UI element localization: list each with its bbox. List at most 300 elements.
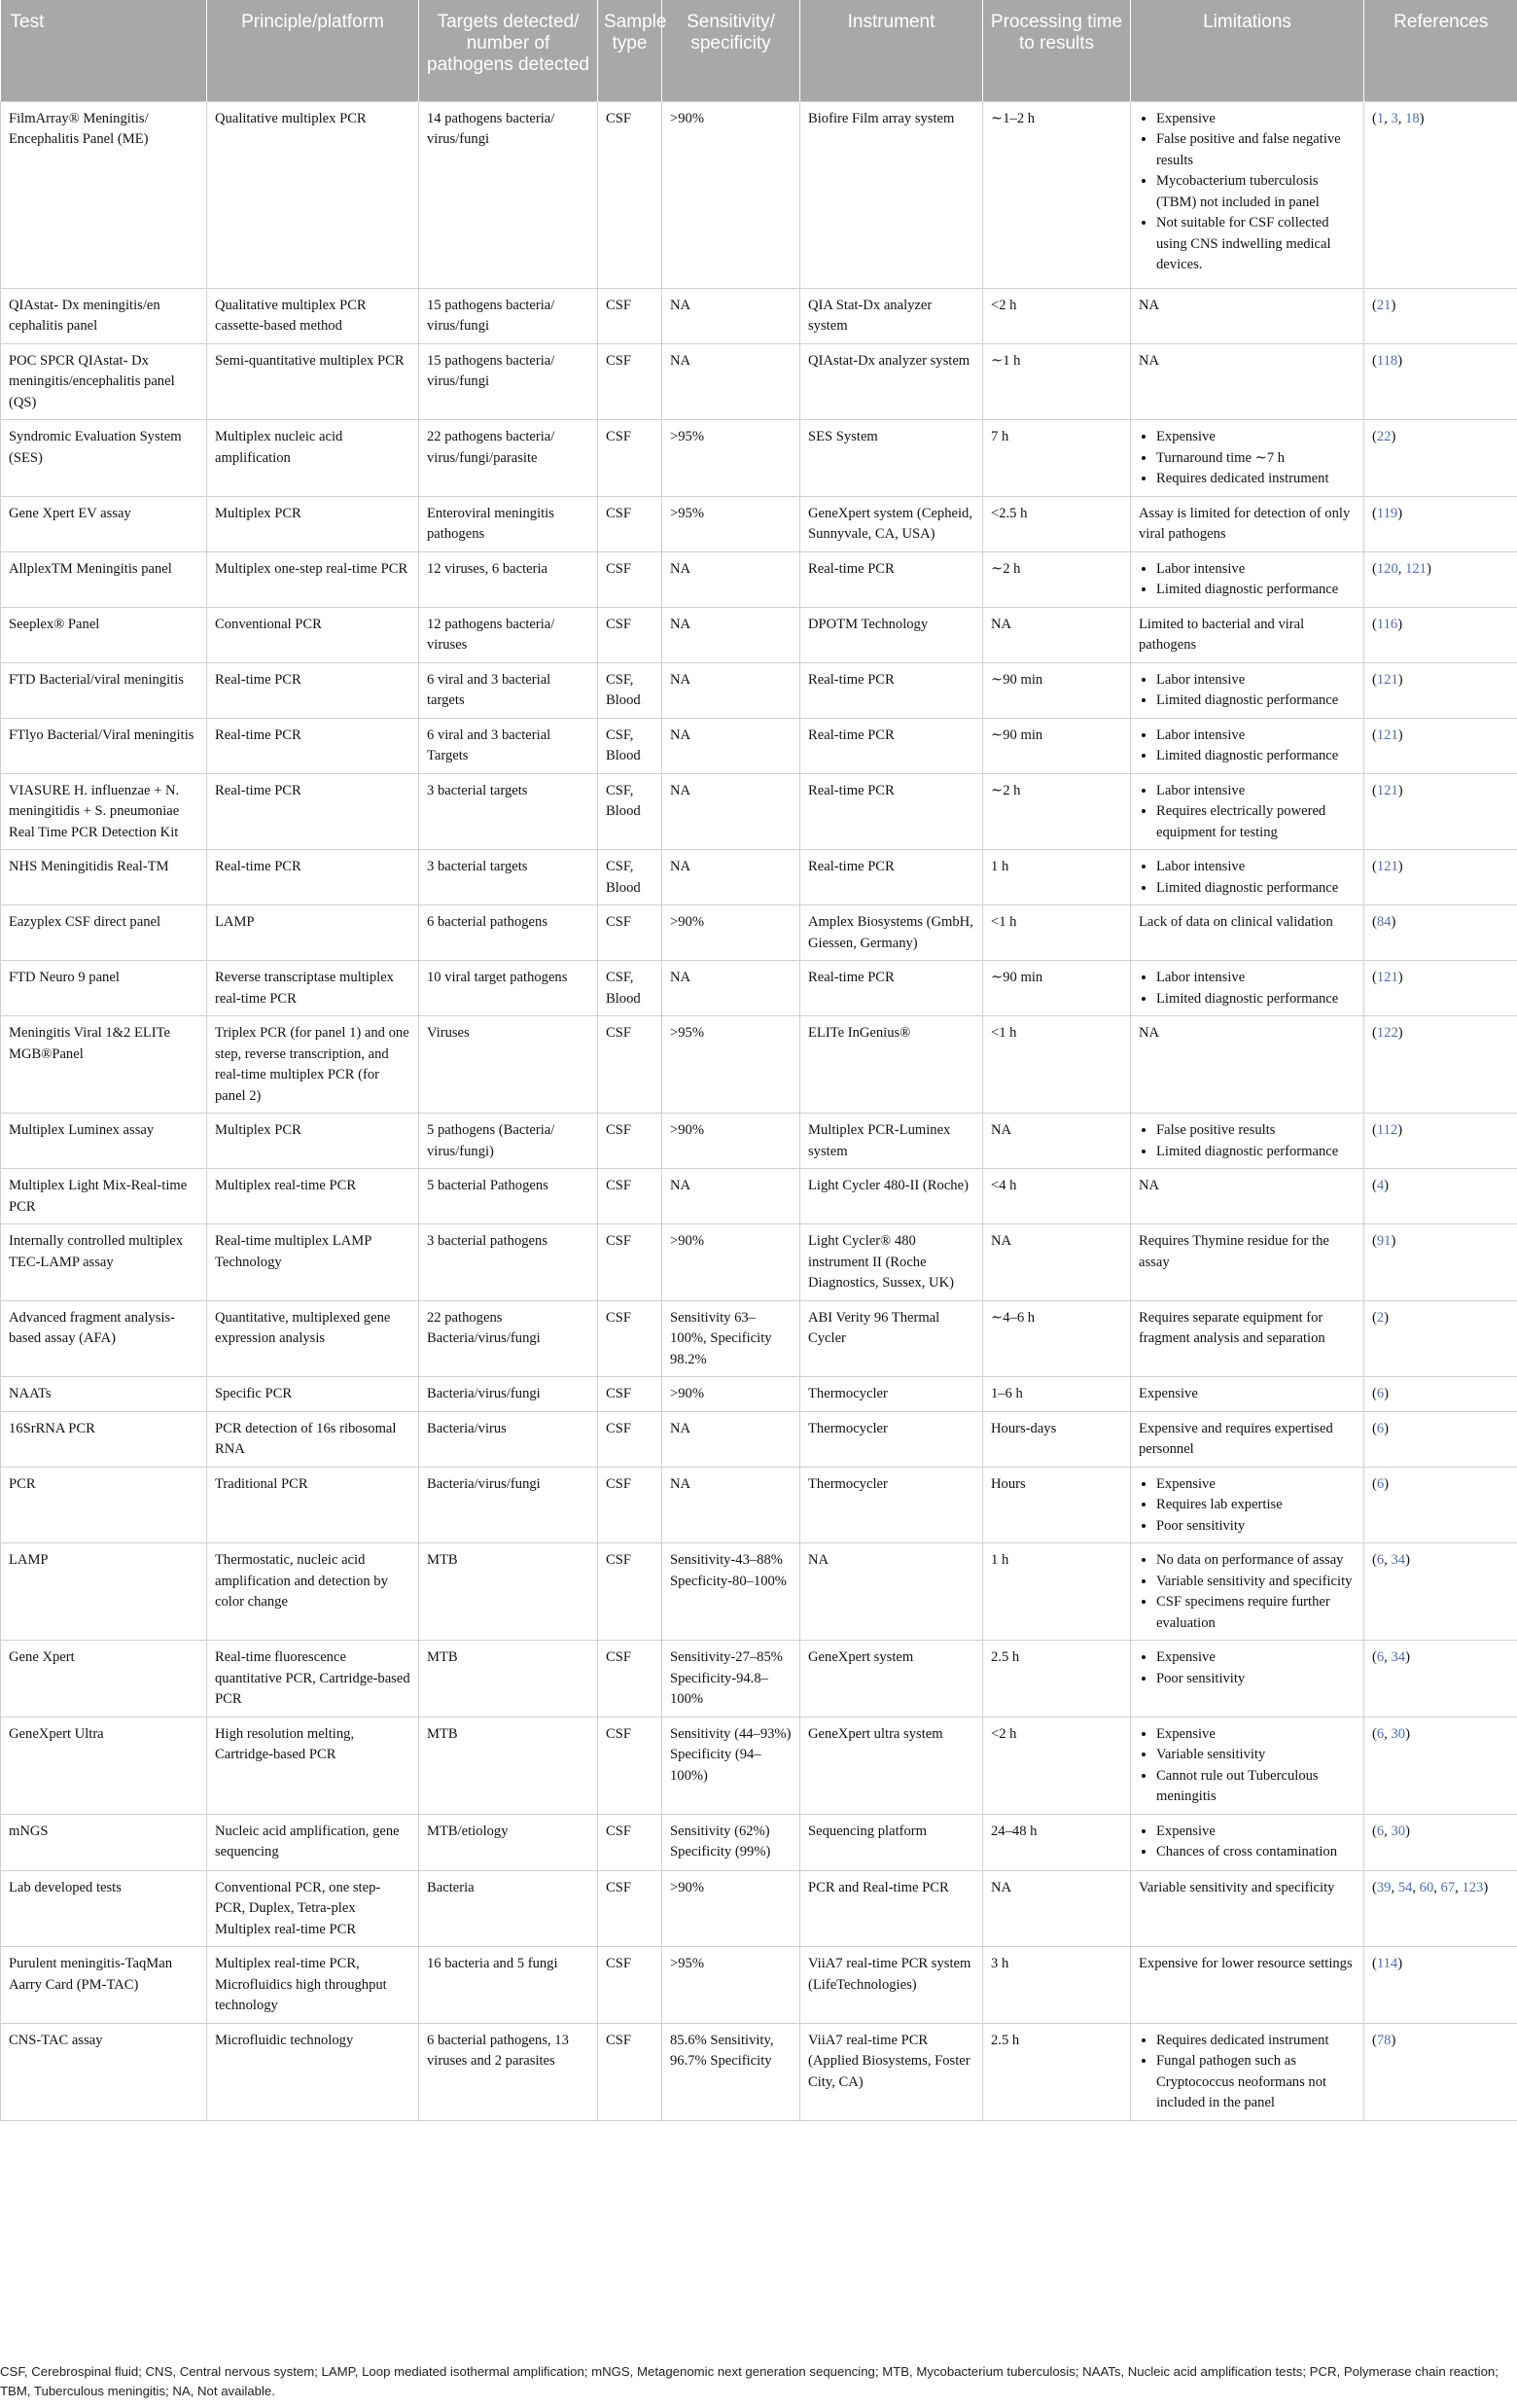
cell-refs: (121) (1364, 718, 1517, 773)
limitation-item: • Labor intensive (1156, 781, 1356, 802)
limitation-item: • Not suitable for CSF collected using CNS indwelling medical devices. (1156, 213, 1356, 276)
cell-refs: (121) (1364, 773, 1517, 850)
limitations-list (1139, 1647, 1356, 1689)
cell-targets: 3 bacterial targets (419, 773, 598, 850)
table-row (1, 850, 1517, 905)
cell-test: Internally controlled multiplex TEC-LAMP assay (1, 1224, 207, 1301)
reference-link[interactable]: 121 (1376, 726, 1398, 743)
cell-principle: Microfluidic technology (207, 2023, 419, 2120)
cell-time: NA (983, 1114, 1131, 1169)
cell-limitations: Variable sensitivity and specificity (1131, 1870, 1364, 1947)
cell-targets: Viruses (419, 1016, 598, 1114)
limitation-item: • Requires dedicated instrument (1156, 469, 1356, 490)
table-row (1, 1947, 1517, 2024)
cell-limitations (1131, 718, 1364, 773)
table-row (1, 1016, 1517, 1114)
cell-refs: (116) (1364, 607, 1517, 662)
table-row (1, 101, 1517, 288)
table-row (1, 1717, 1517, 1814)
cell-sens: >90% (662, 905, 800, 961)
cell-limitations (1131, 961, 1364, 1016)
table-row (1, 1300, 1517, 1377)
cell-test: FTlyo Bacterial/Viral meningitis (1, 718, 207, 773)
reference-link[interactable]: 121 (1376, 970, 1398, 985)
cell-test: FTD Bacterial/viral meningitis (1, 662, 207, 718)
reference-link[interactable]: 22 (1376, 429, 1392, 444)
cell-test: Meningitis Viral 1&2 ELITe MGB®Panel (1, 1016, 207, 1114)
cell-limitations (1131, 773, 1364, 850)
cell-targets: 5 pathogens (Bacteria/ virus/fungi) (419, 1114, 598, 1169)
cell-sens: NA (662, 961, 800, 1016)
reference-link[interactable]: 84 (1376, 914, 1392, 930)
limitation-item: • Labor intensive (1156, 670, 1356, 691)
reference-link[interactable]: 30 (1391, 1725, 1406, 1742)
cell-instrument: ELITe InGenius® (800, 1016, 983, 1114)
limitation-item: • Mycobacterium tuberculosis (TBM) not included in panel (1156, 171, 1356, 213)
cell-sample: CSF (598, 1114, 662, 1169)
cell-limitations (1131, 662, 1364, 718)
cell-sens: >95% (662, 1016, 800, 1114)
cell-test: FTD Neuro 9 panel (1, 961, 207, 1016)
cell-limitations: NA (1131, 1016, 1364, 1114)
limitations-list (1139, 427, 1356, 490)
cell-limitations: Assay is limited for detection of only viral pathogens (1131, 496, 1364, 551)
limitations-list (1139, 968, 1356, 1009)
cell-test: AllplexTM Meningitis panel (1, 551, 207, 607)
limitations-list (1139, 1550, 1356, 1634)
limitation-item: • Requires dedicated instrument (1156, 2031, 1356, 2052)
cell-instrument: ABI Verity 96 Thermal Cycler (800, 1300, 983, 1377)
limitations-list (1139, 1474, 1356, 1538)
cell-refs: (2) (1364, 1300, 1517, 1377)
cell-test: Purulent meningitis-TaqMan Aarry Card (PM-TAC) (1, 1947, 207, 2024)
limitation-item: • Poor sensitivity (1156, 1516, 1356, 1538)
header-targets: Targets detected/ number of pathogens detected (419, 0, 598, 101)
table-row (1, 420, 1517, 497)
cell-targets: MTB (419, 1641, 598, 1717)
reference-link[interactable]: 39 (1376, 1879, 1392, 1895)
reference-link[interactable]: 60 (1419, 1879, 1434, 1895)
cell-targets: Enteroviral meningitis pathogens (419, 496, 598, 551)
cell-limitations (1131, 101, 1364, 288)
cell-refs: (84) (1364, 905, 1517, 961)
cell-sample: CSF (598, 343, 662, 420)
cell-principle: High resolution melting, Cartridge-based PCR (207, 1717, 419, 1814)
cell-time: ∼4–6 h (983, 1300, 1131, 1377)
cell-sample: CSF, Blood (598, 773, 662, 850)
cell-instrument: Real-time PCR (800, 961, 983, 1016)
reference-link[interactable]: 6 (1376, 1475, 1385, 1492)
cell-instrument: Thermocycler (800, 1377, 983, 1412)
table-row (1, 288, 1517, 343)
reference-link[interactable]: 122 (1376, 1025, 1398, 1041)
table-row (1, 343, 1517, 420)
cell-targets: 6 bacterial pathogens, 13 viruses and 2 parasites (419, 2023, 598, 2120)
header-sensitivity: Sensitivity/ specificity (662, 0, 800, 101)
cell-time: <1 h (983, 1016, 1131, 1114)
cell-time: NA (983, 1870, 1131, 1947)
cell-instrument: Sequencing platform (800, 1814, 983, 1870)
cell-sample: CSF (598, 2023, 662, 2120)
cell-instrument: Light Cycler® 480 instrument II (Roche Diagnostics, Sussex, UK) (800, 1224, 983, 1301)
cell-refs: (78) (1364, 2023, 1517, 2120)
limitation-item: • Limited diagnostic performance (1156, 691, 1356, 712)
cell-sample: CSF (598, 551, 662, 607)
reference-link[interactable]: 6 (1376, 1420, 1385, 1436)
cell-instrument: GeneXpert system (Cepheid, Sunnyvale, CA, USA) (800, 496, 983, 551)
limitation-item: • No data on performance of assay (1156, 1550, 1356, 1572)
table-row (1, 1467, 1517, 1543)
table-row (1, 1641, 1517, 1717)
limitations-list (1139, 1120, 1356, 1162)
cell-time: <2 h (983, 1717, 1131, 1814)
cell-refs: (112) (1364, 1114, 1517, 1169)
limitations-list (1139, 670, 1356, 712)
cell-limitations (1131, 1467, 1364, 1543)
cell-targets: 3 bacterial pathogens (419, 1224, 598, 1301)
table-row (1, 718, 1517, 773)
cell-limitations (1131, 551, 1364, 607)
cell-sens: 85.6% Sensitivity, 96.7% Specificity (662, 2023, 800, 2120)
cell-sens: Sensitivity-43–88% Specficity-80–100% (662, 1543, 800, 1641)
limitation-item: • Variable sensitivity (1156, 1745, 1356, 1766)
cell-limitations: Limited to bacterial and viral pathogens (1131, 607, 1364, 662)
cell-sample: CSF (598, 607, 662, 662)
cell-targets: 6 bacterial pathogens (419, 905, 598, 961)
cell-instrument: DPOTM Technology (800, 607, 983, 662)
cell-limitations (1131, 850, 1364, 905)
cell-limitations (1131, 1641, 1364, 1717)
limitations-list (1139, 1724, 1356, 1808)
cell-targets: 10 viral target pathogens (419, 961, 598, 1016)
cell-instrument: Amplex Biosystems (GmbH, Giessen, Germany) (800, 905, 983, 961)
limitation-item: • Poor sensitivity (1156, 1669, 1356, 1690)
reference-link[interactable]: 6 (1376, 1823, 1385, 1839)
cell-test: NHS Meningitidis Real-TM (1, 850, 207, 905)
cell-principle: Real-time PCR (207, 773, 419, 850)
cell-limitations (1131, 1814, 1364, 1870)
reference-link[interactable]: 67 (1440, 1879, 1456, 1895)
limitation-item: • Requires lab expertise (1156, 1495, 1356, 1516)
cell-time: <4 h (983, 1169, 1131, 1224)
cell-targets: 22 pathogens Bacteria/virus/fungi (419, 1300, 598, 1377)
reference-link[interactable]: 119 (1376, 505, 1398, 521)
reference-link[interactable]: 2 (1376, 1309, 1385, 1326)
limitation-item: • Labor intensive (1156, 968, 1356, 989)
cell-sens: NA (662, 1467, 800, 1543)
cell-test: mNGS (1, 1814, 207, 1870)
cell-targets: 16 bacteria and 5 fungi (419, 1947, 598, 2024)
header-test: Test (1, 0, 207, 101)
cell-sens: >95% (662, 1947, 800, 2024)
cell-sample: CSF (598, 1467, 662, 1543)
cell-test: Seeplex® Panel (1, 607, 207, 662)
cell-refs: (120, 121) (1364, 551, 1517, 607)
cell-time: NA (983, 607, 1131, 662)
table-row (1, 1377, 1517, 1412)
limitations-list (1139, 1822, 1356, 1863)
cell-instrument: NA (800, 1543, 983, 1641)
reference-link[interactable]: 21 (1376, 297, 1392, 313)
cell-limitations: NA (1131, 343, 1364, 420)
cell-time: ∼2 h (983, 551, 1131, 607)
cell-limitations: Requires separate equipment for fragment analysis and separation (1131, 1300, 1364, 1377)
limitation-item: • Limited diagnostic performance (1156, 1142, 1356, 1163)
reference-link[interactable]: 30 (1391, 1823, 1406, 1839)
cell-sample: CSF (598, 1543, 662, 1641)
cell-targets: 15 pathogens bacteria/ virus/fungi (419, 288, 598, 343)
cell-refs: (121) (1364, 961, 1517, 1016)
cell-principle: Conventional PCR, one step-PCR, Duplex, Tetra-plex Multiplex real-time PCR (207, 1870, 419, 1947)
reference-link[interactable]: 114 (1376, 1956, 1398, 1971)
limitation-item: • Labor intensive (1156, 559, 1356, 581)
limitation-item: • Expensive (1156, 1474, 1356, 1496)
cell-test: 16SrRNA PCR (1, 1411, 207, 1467)
table-row (1, 496, 1517, 551)
reference-link[interactable]: 112 (1376, 1122, 1398, 1138)
limitation-item: • Fungal pathogen such as Cryptococcus neoformans not included in the panel (1156, 2051, 1356, 2114)
limitation-item: • Requires electrically powered equipment for testing (1156, 801, 1356, 843)
cell-instrument: Thermocycler (800, 1411, 983, 1467)
cell-targets: 6 viral and 3 bacterial targets (419, 662, 598, 718)
cell-principle: Specific PCR (207, 1377, 419, 1412)
cell-sens: NA (662, 551, 800, 607)
cell-limitations (1131, 2023, 1364, 2120)
cell-instrument: PCR and Real-time PCR (800, 1870, 983, 1947)
cell-time: ∼90 min (983, 662, 1131, 718)
cell-principle: Real-time fluorescence quantitative PCR, Cartridge-based PCR (207, 1641, 419, 1717)
cell-instrument: QIAstat-Dx analyzer system (800, 343, 983, 420)
reference-link[interactable]: 120 (1376, 560, 1398, 577)
cell-sens: NA (662, 343, 800, 420)
cell-instrument: QIA Stat-Dx analyzer system (800, 288, 983, 343)
limitations-list (1139, 2031, 1356, 2114)
reference-link[interactable]: 91 (1376, 1233, 1392, 1249)
table-row (1, 1224, 1517, 1301)
cell-limitations: Expensive and requires expertised personnel (1131, 1411, 1364, 1467)
cell-refs: (39, 54, 60, 67, 123) (1364, 1870, 1517, 1947)
table-row (1, 1543, 1517, 1641)
cell-instrument: ViiA7 real-time PCR system (LifeTechnologies) (800, 1947, 983, 2024)
table-row (1, 1114, 1517, 1169)
reference-link[interactable]: 3 (1391, 110, 1398, 126)
reference-link[interactable]: 34 (1391, 1649, 1406, 1665)
cell-instrument: ViiA7 real-time PCR (Applied Biosystems, Foster City, CA) (800, 2023, 983, 2120)
cell-principle: Multiplex nucleic acid amplification (207, 420, 419, 497)
cell-test: QIAstat- Dx meningitis/en cephalitis panel (1, 288, 207, 343)
cell-principle: Nucleic acid amplification, gene sequencing (207, 1814, 419, 1870)
cell-test: GeneXpert Ultra (1, 1717, 207, 1814)
cell-principle: Multiplex PCR (207, 496, 419, 551)
cell-sample: CSF, Blood (598, 662, 662, 718)
cell-test: VIASURE H. influenzae + N. meningitidis + S. pneumoniae Real Time PCR Detection Kit (1, 773, 207, 850)
cell-sens: NA (662, 662, 800, 718)
limitation-item: • Limited diagnostic performance (1156, 878, 1356, 900)
cell-sample: CSF (598, 1814, 662, 1870)
limitations-list (1139, 559, 1356, 601)
reference-link[interactable]: 6 (1376, 1552, 1385, 1568)
cell-instrument: Real-time PCR (800, 773, 983, 850)
reference-link[interactable]: 116 (1376, 616, 1398, 632)
limitation-item: • Expensive (1156, 427, 1356, 448)
cell-sens: >90% (662, 1224, 800, 1301)
cell-principle: Triplex PCR (for panel 1) and one step, reverse transcription, and real-time multiplex PCR (for panel 2) (207, 1016, 419, 1114)
cell-sens: Sensitivity 63–100%, Specificity 98.2% (662, 1300, 800, 1377)
table-row (1, 773, 1517, 850)
cell-sens: >90% (662, 1114, 800, 1169)
cell-limitations (1131, 420, 1364, 497)
cell-refs: (91) (1364, 1224, 1517, 1301)
reference-link[interactable]: 121 (1405, 560, 1427, 577)
reference-link[interactable]: 54 (1397, 1879, 1413, 1895)
cell-principle: Real-time PCR (207, 718, 419, 773)
cell-test: FilmArray® Meningitis/ Encephalitis Panel (ME) (1, 101, 207, 288)
limitation-item: • Cannot rule out Tuberculous meningitis (1156, 1766, 1356, 1808)
reference-link[interactable]: 121 (1376, 671, 1398, 688)
cell-sens: NA (662, 288, 800, 343)
cell-time: 2.5 h (983, 2023, 1131, 2120)
cell-principle: Real-time multiplex LAMP Technology (207, 1224, 419, 1301)
table-row (1, 1870, 1517, 1947)
table-row (1, 1814, 1517, 1870)
cell-limitations: NA (1131, 288, 1364, 343)
cell-sample: CSF (598, 1641, 662, 1717)
cell-targets: MTB (419, 1717, 598, 1814)
cell-principle: PCR detection of 16s ribosomal RNA (207, 1411, 419, 1467)
cell-principle: Real-time PCR (207, 850, 419, 905)
reference-link[interactable]: 6 (1376, 1725, 1385, 1742)
cell-refs: (121) (1364, 850, 1517, 905)
cell-test: Lab developed tests (1, 1870, 207, 1947)
cell-limitations: Lack of data on clinical validation (1131, 905, 1364, 961)
cell-sample: CSF (598, 905, 662, 961)
cell-refs: (122) (1364, 1016, 1517, 1114)
limitations-list (1139, 109, 1356, 276)
cell-sample: CSF (598, 1016, 662, 1114)
cell-principle: Multiplex real-time PCR, Microfluidics high throughput technology (207, 1947, 419, 2024)
cell-test: Gene Xpert EV assay (1, 496, 207, 551)
reference-link[interactable]: 118 (1376, 352, 1398, 369)
cell-test: Multiplex Light Mix-Real-time PCR (1, 1169, 207, 1224)
limitation-item: • Chances of cross contamination (1156, 1842, 1356, 1863)
reference-link[interactable]: 6 (1376, 1649, 1385, 1665)
cell-refs: (6) (1364, 1467, 1517, 1543)
cell-instrument: Biofire Film array system (800, 101, 983, 288)
reference-link[interactable]: 6 (1376, 1386, 1385, 1401)
cell-targets: Bacteria/virus/fungi (419, 1377, 598, 1412)
reference-link[interactable]: 34 (1391, 1552, 1406, 1568)
cell-sens: Sensitivity-27–85% Specificity-94.8–100% (662, 1641, 800, 1717)
cell-sample: CSF (598, 288, 662, 343)
cell-sample: CSF (598, 1870, 662, 1947)
cell-targets: Bacteria (419, 1870, 598, 1947)
cell-targets: Bacteria/virus (419, 1411, 598, 1467)
cell-sample: CSF, Blood (598, 718, 662, 773)
cell-targets: 15 pathogens bacteria/ virus/fungi (419, 343, 598, 420)
reference-link[interactable]: 18 (1405, 110, 1420, 126)
cell-instrument: Real-time PCR (800, 662, 983, 718)
cell-time: <1 h (983, 905, 1131, 961)
cell-refs: (4) (1364, 1169, 1517, 1224)
cell-test: CNS-TAC assay (1, 2023, 207, 2120)
cell-limitations (1131, 1543, 1364, 1641)
cell-instrument: Multiplex PCR-Luminex system (800, 1114, 983, 1169)
cell-time: ∼90 min (983, 961, 1131, 1016)
cell-test: LAMP (1, 1543, 207, 1641)
limitation-item: • Expensive (1156, 109, 1356, 130)
cell-sample: CSF (598, 496, 662, 551)
cell-time: 7 h (983, 420, 1131, 497)
cell-limitations: NA (1131, 1169, 1364, 1224)
cell-test: Advanced fragment analysis-based assay (AFA) (1, 1300, 207, 1377)
cell-sample: CSF (598, 1947, 662, 2024)
cell-sens: >90% (662, 101, 800, 288)
cell-time: 1 h (983, 850, 1131, 905)
cell-sample: CSF (598, 420, 662, 497)
cell-targets: MTB (419, 1543, 598, 1641)
cell-instrument: Real-time PCR (800, 551, 983, 607)
cell-principle: Conventional PCR (207, 607, 419, 662)
cell-targets: 14 pathogens bacteria/ virus/fungi (419, 101, 598, 288)
cell-time: 1 h (983, 1543, 1131, 1641)
header-time: Processing time to results (983, 0, 1131, 101)
header-instrument: Instrument (800, 0, 983, 101)
cell-sens: >90% (662, 1377, 800, 1412)
cell-time: 1–6 h (983, 1377, 1131, 1412)
cell-principle: Reverse transcriptase multiplex real-time PCR (207, 961, 419, 1016)
reference-link[interactable]: 4 (1376, 1178, 1385, 1193)
limitation-item: • Limited diagnostic performance (1156, 989, 1356, 1010)
cell-test: Eazyplex CSF direct panel (1, 905, 207, 961)
cell-time: ∼1 h (983, 343, 1131, 420)
reference-link[interactable]: 121 (1376, 782, 1398, 798)
cell-refs: (6, 30) (1364, 1717, 1517, 1814)
reference-link[interactable]: 1 (1376, 110, 1385, 126)
cell-refs: (21) (1364, 288, 1517, 343)
cell-test: NAATs (1, 1377, 207, 1412)
cell-refs: (6) (1364, 1377, 1517, 1412)
cell-sens: NA (662, 1411, 800, 1467)
cell-principle: Multiplex PCR (207, 1114, 419, 1169)
cell-principle: Semi-quantitative multiplex PCR (207, 343, 419, 420)
table-row (1, 2023, 1517, 2120)
limitations-list (1139, 857, 1356, 899)
cell-time: NA (983, 1224, 1131, 1301)
cell-sample: CSF, Blood (598, 961, 662, 1016)
cell-sample: CSF (598, 101, 662, 288)
cell-time: Hours (983, 1467, 1131, 1543)
reference-link[interactable]: 121 (1376, 859, 1398, 874)
cell-refs: (6) (1364, 1411, 1517, 1467)
cell-sample: CSF (598, 1224, 662, 1301)
cell-test: Syndromic Evaluation System (SES) (1, 420, 207, 497)
limitations-list (1139, 726, 1356, 767)
cell-refs: (6, 30) (1364, 1814, 1517, 1870)
cell-principle: Traditional PCR (207, 1467, 419, 1543)
reference-link[interactable]: 78 (1376, 2032, 1392, 2048)
cell-targets: Bacteria/virus/fungi (419, 1467, 598, 1543)
limitation-item: • Labor intensive (1156, 857, 1356, 878)
cell-sample: CSF (598, 1717, 662, 1814)
cell-refs: (6, 34) (1364, 1641, 1517, 1717)
cell-sens: >90% (662, 1870, 800, 1947)
header-row (1, 0, 1517, 101)
reference-link[interactable]: 123 (1462, 1879, 1484, 1895)
header-sample: Sample type (598, 0, 662, 101)
header-limitations: Limitations (1131, 0, 1364, 101)
limitation-item: • Expensive (1156, 1647, 1356, 1669)
limitation-item: • Expensive (1156, 1822, 1356, 1843)
